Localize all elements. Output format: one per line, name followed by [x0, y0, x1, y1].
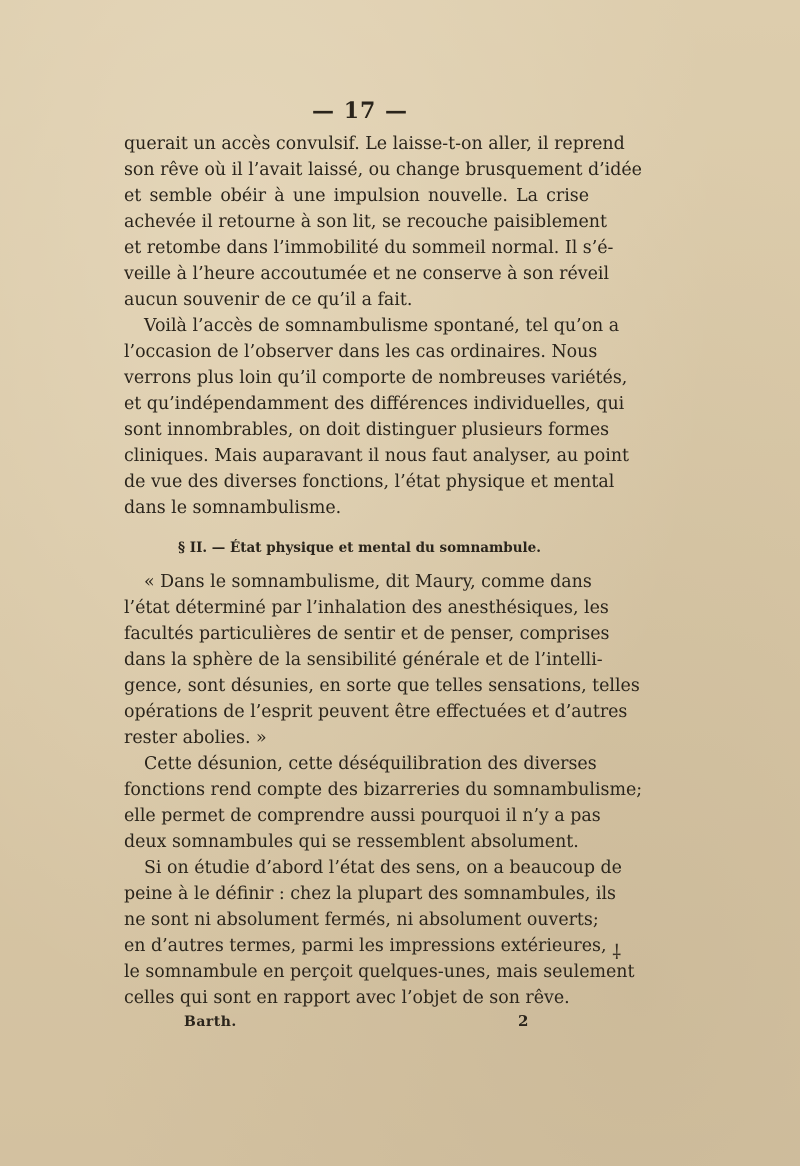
body-text-top — [124, 131, 642, 521]
text-line: aucun souvenir de ce qu’il a fait. — [124, 290, 413, 310]
text-line: elle permet de comprendre aussi pourquoi il n’y a pas — [124, 806, 601, 826]
text-line: fonctions rend compte des bizarreries du somnambulisme; — [124, 780, 643, 800]
page-number: — 17 — — [312, 98, 408, 124]
text-line: dans la sphère de la sensibilité générale et de l’intelli- — [124, 650, 603, 670]
text-line: veille à l’heure accoutumée et ne conserve à son réveil — [124, 264, 610, 284]
text-line: ne sont ni absolument fermés, ni absolument ouverts; — [124, 910, 599, 930]
text-line: cliniques. Mais auparavant il nous faut analyser, au point — [124, 446, 630, 466]
text-line: gence, sont désunies, en sorte que telles sensations, telles — [124, 676, 640, 696]
text-line: deux somnambules qui se ressemblent absolument. — [124, 832, 579, 852]
text-line: verrons plus loin qu’il comporte de nombreuses variétés, — [124, 368, 628, 388]
text-line: facultés particulières de sentir et de penser, comprises — [124, 624, 610, 644]
text-line: peine à le définir : chez la plupart des somnambules, ils — [124, 884, 616, 904]
text-line: rester abolies. » — [124, 728, 267, 748]
text-line: Si on étudie d’abord l’état des sens, on a beaucoup de — [144, 858, 622, 878]
text-line: l’occasion de l’observer dans les cas ordinaires. Nous — [124, 342, 598, 362]
text-line: l’état déterminé par l’inhalation des anesthésiques, les — [124, 598, 609, 618]
text-line: et qu’indépendamment des différences individuelles, qui — [124, 394, 625, 414]
text-line: « Dans le somnambulisme, dit Maury, comme dans — [144, 572, 592, 592]
sheet-number: 2 — [518, 1012, 529, 1030]
text-line: et retombe dans l’immobilité du sommeil normal. Il s’é- — [124, 238, 614, 258]
text-line: en d’autres termes, parmi les impressions extérieures, — [124, 936, 607, 956]
text-line: opérations de l’esprit peuvent être effectuées et d’autres — [124, 702, 628, 722]
text-line: celles qui sont en rapport avec l’objet de son rêve. — [124, 988, 570, 1008]
text-line: querait un accès convulsif. Le laisse-t-on aller, il reprend — [124, 134, 625, 154]
text-line: dans le somnambulisme. — [124, 498, 342, 518]
margin-annotation: ⸸ — [612, 940, 622, 964]
body-text-bottom — [124, 569, 643, 1011]
printer-signature: Barth. — [184, 1014, 237, 1030]
text-line: Voilà l’accès de somnambulisme spontané, tel qu’on a — [144, 316, 620, 336]
text-line: le somnambule en perçoit quelques-unes, mais seulement — [124, 962, 635, 982]
text-line: achevée il retourne à son lit, se recouche paisiblement — [124, 212, 607, 232]
text-line: et semble obéir à une impulsion nouvelle. La crise — [124, 186, 589, 206]
text-line: son rêve où il l’avait laissé, ou change brusquement d’idée — [124, 160, 642, 180]
text-line: sont innombrables, on doit distinguer plusieurs formes — [124, 420, 610, 440]
text-line: de vue des diverses fonctions, l’état physique et mental — [124, 472, 615, 492]
text-line: Cette désunion, cette déséquilibration des diverses — [144, 754, 597, 774]
section-heading: § II. — État physique et mental du somnambule. — [178, 540, 541, 556]
